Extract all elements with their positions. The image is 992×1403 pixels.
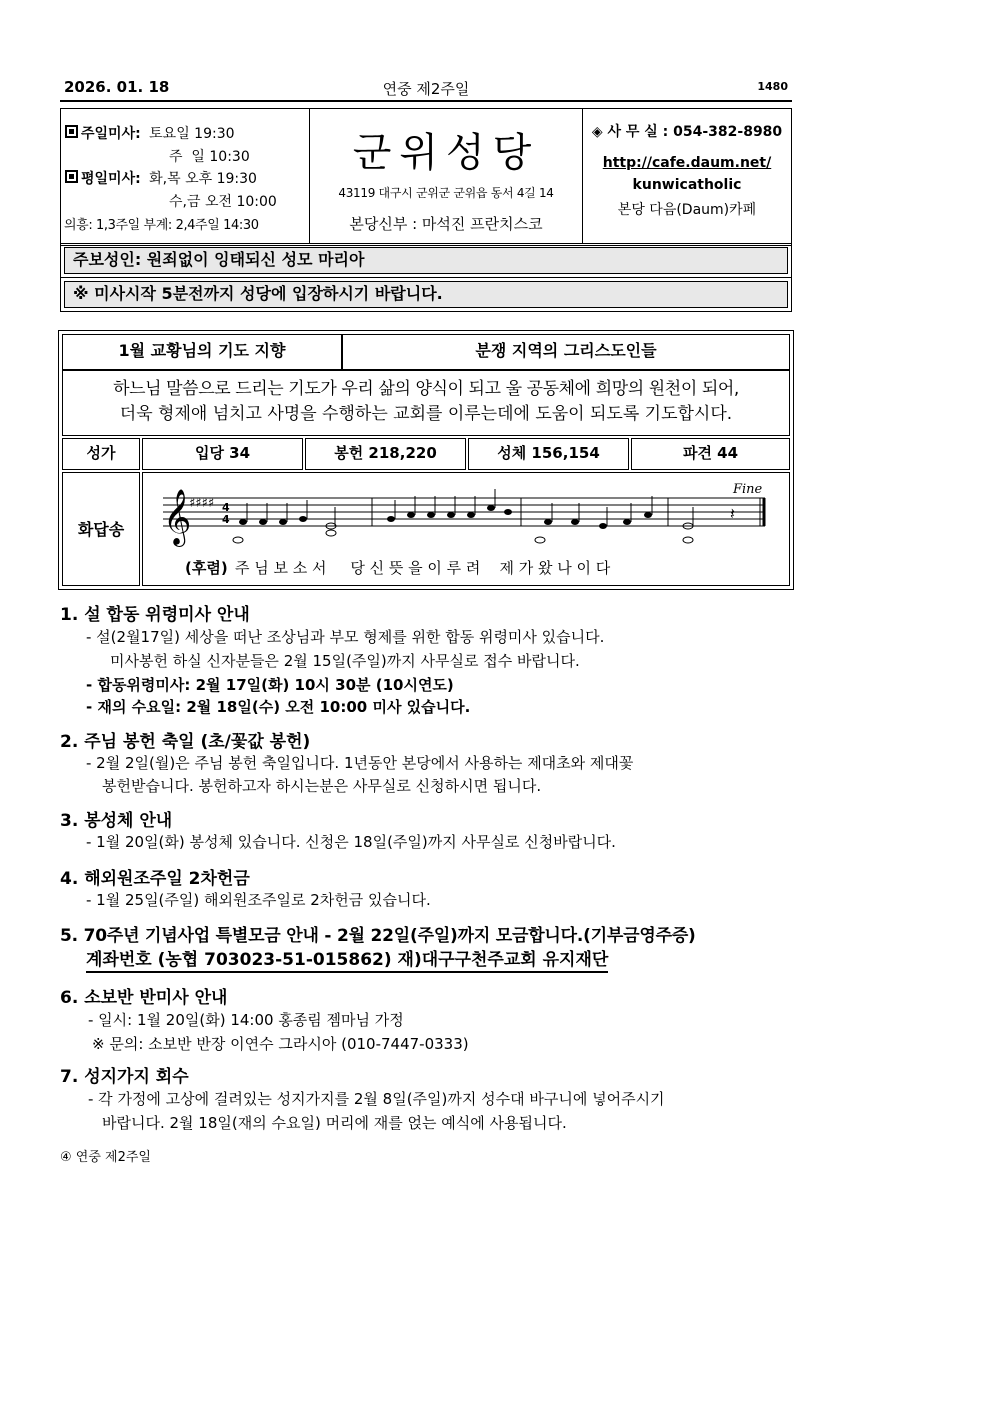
music-staff <box>143 473 789 585</box>
parish-header <box>60 108 792 246</box>
notice-5-title: 5. 70주년 기념사업 특별모금 안내 - 2월 22일(주일)까지 모금합니다.(기부금영주증) <box>60 926 696 946</box>
prayer-hymn-section <box>58 330 794 590</box>
notice-1-line-1: - 설(2월17일) 세상을 떠난 조상님과 부모 형제를 위한 합동 위령미사 있습니다. <box>86 628 605 646</box>
hymn-communion: 성체 156,154 <box>468 438 629 470</box>
notice-1-line-2: 미사봉헌 하실 신자분들은 2월 15일(주일)까지 사무실로 접수 바랍니다. <box>110 652 580 670</box>
group-mass: 의흥: 1,3주일 부계: 2,4주일 14:30 <box>64 218 259 233</box>
hymn-offertory: 봉헌 218,220 <box>305 438 466 470</box>
notice-7-line-2: 바랍니다. 2월 18일(재의 수요일) 머리에 재를 얹는 예식에 사용됩니다. <box>102 1114 567 1132</box>
notice-7-title: 7. 성지가지 회수 <box>60 1067 189 1087</box>
cafe-label: 본당 다음(Daum)카페 <box>617 202 757 218</box>
psalm-score <box>142 472 790 586</box>
notice-4-line-1: - 1월 25일(주일) 해외원조주일로 2차헌금 있습니다. <box>86 891 431 909</box>
notice-1-title: 1. 설 합동 위령미사 안내 <box>60 605 250 625</box>
bulletin-date: 2026. 01. 18 <box>64 78 170 96</box>
notice-6-title: 6. 소보반 반미사 안내 <box>60 988 228 1008</box>
svg-text:4: 4 <box>222 501 230 514</box>
notice-2-line-2: 봉헌받습니다. 봉헌하고자 하시는분은 사무실로 신청하시면 됩니다. <box>102 777 542 795</box>
square-bullet-icon <box>65 170 78 183</box>
notice-3-title: 3. 봉성체 안내 <box>60 811 173 831</box>
prayer-heading: 1월 교황님의 기도 지향 <box>62 334 342 370</box>
prayer-text <box>62 370 790 436</box>
hymn-dismissal: 파견 44 <box>631 438 790 470</box>
sunday-mass-line: 주일미사: 토요일 19:30 <box>65 123 235 143</box>
parish-priest: 본당신부 : 마석진 프란치스코 <box>349 215 543 233</box>
fine-mark: Fine <box>733 482 763 497</box>
entry-notice-band <box>60 277 792 312</box>
weekday-mass-line: 평일미사: 화,목 오후 19:30 <box>65 168 257 188</box>
patron-saint: 주보성인: 원죄없이 잉태되신 성모 마리아 <box>64 247 788 274</box>
notice-6-line-1: - 일시: 1월 20일(화) 14:00 홍종림 젬마님 가정 <box>88 1011 404 1029</box>
liturgical-week: 연중 제2주일 <box>382 80 470 98</box>
psalm-lyrics: 주 님 보 소 서 당 신 뜻 을 이 루 려 제 가 왔 나 이 다 <box>235 559 611 577</box>
prayer-line-1: 하느님 말씀으로 드리는 기도가 우리 삶의 양식이 되고 울 공동체에 희망의 원천이 되어, <box>113 379 739 399</box>
issue-number: 1480 <box>757 80 788 93</box>
prayer-topic: 분쟁 지역의 그리스도인들 <box>342 334 790 370</box>
page-footer: ④ 연중 제2주일 <box>60 1150 151 1165</box>
prayer-line-2: 더욱 형제애 넘치고 사명을 수행하는 교회를 이루는데에 도움이 되도록 기도합시다. <box>119 404 733 424</box>
cafe-url-link[interactable]: http://cafe.daum.net/ <box>602 155 772 171</box>
psalm-label: 화답송 <box>62 472 140 586</box>
notice-5-account: 계좌번호 (농협 703023-51-015862) 재)대구구천주교회 유지재단 <box>86 945 608 973</box>
notice-2-line-1: - 2월 2일(월)은 주님 봉헌 축일입니다. 1년동안 본당에서 사용하는 제대초와 제대꽃 <box>86 754 634 772</box>
sunday-mass-sun: 주 일 10:30 <box>169 149 250 165</box>
notice-7-line-1: - 각 가정에 고상에 걸려있는 성지가지를 2월 8일(주일)까지 성수대 바구니에 넣어주시기 <box>88 1090 665 1108</box>
rest-icon: 𝄽 <box>730 504 735 523</box>
office-info <box>583 109 791 243</box>
notice-2-title: 2. 주님 봉헌 축일 (초/꽃값 봉헌) <box>60 732 311 752</box>
cafe-id: kunwicatholic <box>632 177 742 193</box>
weekday-mass-2: 수,금 오전 10:00 <box>169 194 277 210</box>
hymn-label: 성가 <box>62 438 140 470</box>
treble-clef-icon: 𝄞 <box>163 489 192 545</box>
notice-1-line-4: - 재의 수요일: 2월 18일(수) 오전 10:00 미사 있습니다. <box>86 698 471 716</box>
refrain-label: (후렴) <box>185 559 228 577</box>
notice-6-line-2: ※ 문의: 소보반 반장 이연수 그라시아 (010-7447-0333) <box>92 1035 469 1053</box>
parish-info <box>310 109 583 243</box>
svg-text:4: 4 <box>222 513 230 526</box>
patron-band <box>60 243 792 278</box>
notice-1-line-3: - 합동위령미사: 2월 17일(화) 10시 30분 (10시연도) <box>86 676 454 694</box>
hymn-entrance: 입당 34 <box>142 438 303 470</box>
mass-times <box>61 109 310 243</box>
sharp-icon: ♯♯♯♯ <box>189 496 215 511</box>
parish-address: 43119 대구시 군위군 군위읍 동서 4길 14 <box>338 186 554 200</box>
entry-notice: ※ 미사시작 5분전까지 성당에 입장하시기 바랍니다. <box>64 281 788 308</box>
office-phone: ◈ 사 무 실 : 054-382-8980 <box>591 124 783 140</box>
top-line <box>60 78 792 102</box>
square-bullet-icon <box>65 125 78 138</box>
notice-3-line-1: - 1월 20일(화) 봉성체 있습니다. 신청은 18일(주일)까지 사무실로 신청바랍니다. <box>86 833 616 851</box>
parish-name: 군위성당 <box>352 130 540 176</box>
notice-4-title: 4. 해외원조주일 2차헌금 <box>60 869 250 889</box>
